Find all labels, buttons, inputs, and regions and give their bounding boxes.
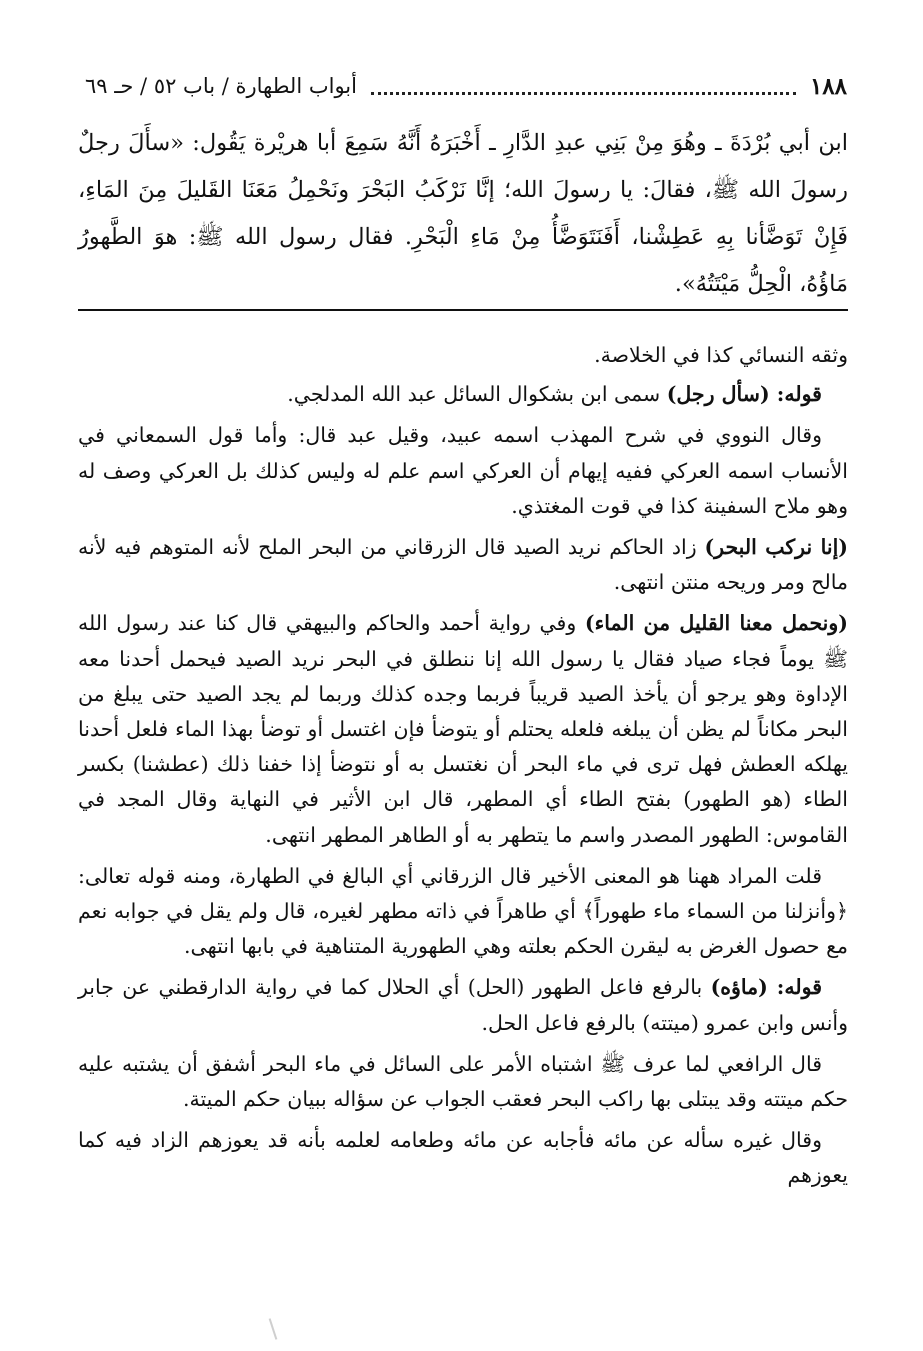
commentary bbox=[78, 338, 848, 1200]
scan-speck bbox=[269, 1318, 278, 1340]
hadith-text: ابن أبي بُرْدَةَ ـ وهُوَ مِنْ بَنِي عبدِ الدَّارِ ـ أَخْبَرَهُ أَنَّهُ سَمِعَ أبا هريْرة يَقُول: «سأَلَ رجلٌ رسولَ الله ﷺ، فقالَ: يا رسولَ الله؛ إنَّا نَرْكَبُ البَحْرَ ونَحْمِلُ مَعَنَا القَليلَ مِنَ المَاءِ، فَإِنْ تَوَضَّأنا بِهِ عَطِشْنا، أَفَنَتَوَضَّأُ مِنْ مَاءِ الْبَحْرِ. فقال رسول الله ﷺ: هوَ الطَّهورُ مَاؤُهُ، الْحِلُّ مَيْتَتُهُ». bbox=[78, 130, 848, 297]
paragraph-text: بالرفع فاعل الطهور (الحل) أي الحلال كما في رواية الدارقطني عن جابر وأنس وابن عمرو (ميتته) بالرفع فاعل الحل. bbox=[78, 975, 848, 1035]
running-title: أبواب الطهارة / باب ٥٢ / حـ ٦٩ bbox=[85, 74, 357, 98]
commentary-paragraph bbox=[78, 1123, 848, 1193]
paragraph-text: وفي رواية أحمد والحاكم والبيهقي قال كنا عند رسول الله ﷺ يوماً فجاء صياد فقال يا رسول الله إنا ننطلق في البحر نريد الصيد فيحمل أحدنا معه الإداوة وهو يرجو أن يأخذ الصيد قريباً فربما وجده كذلك وربما لم يجد الصيد حتى يبلغ من البحر مكاناً لم يظن أن يبلغه فلعله يحتلم أو يتوضأ فإن اغتسل أو توضأ بهذا الماء فلعل أحدنا يهلكه العطش فهل ترى في ماء البحر أن نغتسل به أو نتوضأ إذا خفنا ذلك (عطشنا) بكسر الطاء (هو الطهور) بفتح الطاء أي المطهر، قال ابن الأثير في النهاية وقال المجد في القاموس: الطهور المصدر واسم ما يتطهر به أو الطاهر المطهر انتهى. bbox=[78, 611, 848, 847]
paragraph-lead: قوله: (ماؤه) bbox=[710, 975, 822, 1000]
commentary-paragraph bbox=[78, 377, 848, 412]
page-number: ١٨٨ bbox=[809, 72, 847, 100]
paragraph-text: قلت المراد ههنا هو المعنى الأخير قال الزرقاني أي البالغ في الطهارة، ومنه قوله تعالى: ﴿وأنزلنا من السماء ماء طهوراً﴾ أي طاهراً في ذاته مطهر لغيره، قال ولم يقل في جوابه نعم مع حصول الغرض به ليقرن الحكم بعلته وهي الطهورية المتناهية في بابها انتهى. bbox=[78, 863, 848, 959]
commentary-paragraph bbox=[78, 606, 848, 852]
commentary-paragraph bbox=[78, 859, 848, 965]
paragraph-text: زاد الحاكم نريد الصيد قال الزرقاني من البحر الملح لأنه المتوهم فيه لأنه مالح ومر وريحه منتن انتهى. bbox=[78, 535, 848, 595]
commentary-paragraph bbox=[78, 418, 848, 524]
paragraph-lead: (إنا نركب البحر) bbox=[704, 535, 848, 560]
header-dot-leader bbox=[371, 78, 796, 95]
commentary-paragraph bbox=[78, 338, 848, 373]
commentary-paragraph bbox=[78, 1047, 848, 1117]
paragraph-text: وقال غيره سأله عن مائه فأجابه عن مائه وطعامه لعلمه بأنه قد يعوزهم الزاد فيه كما يعوزهم bbox=[78, 1128, 848, 1188]
commentary-paragraph bbox=[78, 970, 848, 1040]
page-header bbox=[85, 66, 847, 106]
paragraph-lead: قوله: (سأل رجل) bbox=[666, 382, 822, 407]
paragraph-text: وقال النووي في شرح المهذب اسمه عبيد، وقيل عبد قال: وأما قول السمعاني في الأنساب اسمه العركي ففيه إيهام أن العركي اسم علم له وليس كذلك بل العركي وصف له وهو ملاح السفينة كذا في قوت المغتذي. bbox=[78, 423, 848, 518]
paragraph-text: قال الرافعي لما عرف ﷺ اشتباه الأمر على السائل في ماء البحر أشفق أن يشتبه عليه حكم ميتته وقد يبتلى بها راكب البحر فعقب الجواب عن سؤاله ببيان حكم الميتة. bbox=[78, 1051, 848, 1112]
paragraph-lead: (ونحمل معنا القليل من الماء) bbox=[584, 611, 848, 636]
separator-rule bbox=[78, 309, 848, 311]
commentary-paragraph bbox=[78, 530, 848, 600]
paragraph-text: وثقه النسائي كذا في الخلاصة. bbox=[594, 343, 848, 367]
paragraph-text: سمى ابن بشكوال السائل عبد الله المدلجي. bbox=[287, 382, 667, 407]
